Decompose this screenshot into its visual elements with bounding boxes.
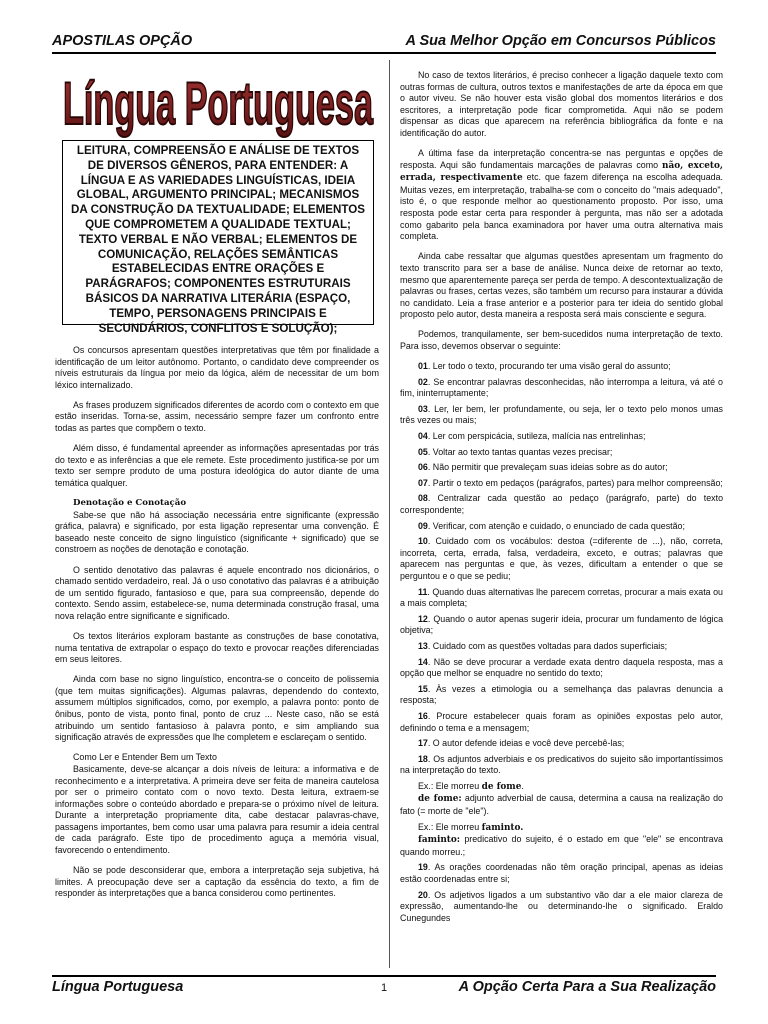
- item-text: . Cuidado com os vocábulos: destoa (=diferente de ...), não, correta, incorreta, certa, errada, falsa, verdadeira, exceto, e outras; palavras que aparecem nas perguntas e que, às vezes, dificultam a entender o que se perguntou e o que se pediu;: [400, 536, 723, 581]
- item-number: 20: [418, 889, 428, 900]
- list-item: [400, 431, 723, 443]
- item-text: . Os adjetivos ligados a um substantivo vão dar a ele maior clareza de expressão, aumentando-lhe ou determinando-lhe o significado. Eraldo Cunegundes: [400, 889, 723, 923]
- logo-lingua-portuguesa: [60, 58, 376, 140]
- list-item: [400, 587, 723, 610]
- item-number: 11: [418, 586, 428, 597]
- item-number: 04: [418, 431, 428, 442]
- column-divider: [389, 60, 390, 968]
- item-text: . Cuidado com as questões voltadas para dados superficiais;: [427, 640, 668, 651]
- item-text: . Procure estabelecer quais foram as opiniões expostas pelo autor, definindo o tema e a mensagem;: [400, 710, 723, 733]
- list-item: [400, 447, 723, 459]
- right-column: [400, 70, 723, 928]
- paragraph: Ainda com base no signo linguístico, encontra-se o conceito de polissemia (que tem muitas significações). Algumas palavras, dependendo do contexto, assumem múltiplos significados, como, por exemplo, a palavra ponto: ponto de ônibus, ponto de vista, ponto final, ponto de cruz ... Neste caso, não se está atribuindo um sentido fantasioso à palavra ponto, e sim ampliando sua significação através de expressões que lhe completem e esclareçam o sentido.: [55, 674, 379, 743]
- tips-list: [400, 361, 723, 777]
- text-run: predicativo do sujeito, é o estado em que "ele" se encontrava quando morreu.;: [400, 834, 723, 857]
- item-number: 01: [418, 361, 428, 372]
- item-number: 09: [418, 520, 428, 531]
- example-definition: [400, 793, 723, 817]
- item-number: 08: [418, 493, 428, 504]
- footer-rule: [52, 975, 716, 977]
- list-item: [400, 404, 723, 427]
- example-definition: [400, 834, 723, 858]
- item-number: 07: [418, 477, 428, 488]
- emphasis-text: faminto.: [481, 822, 524, 833]
- left-column: [55, 345, 379, 908]
- list-item: [400, 657, 723, 680]
- paragraph: As frases produzem significados diferentes de acordo com o contexto em que estão inseridas. Torna-se, assim, necessário sempre fazer um confronto entre todas as partes que compõem o texto.: [55, 399, 379, 434]
- item-text: . Não se deve procurar a verdade exata dentro daquela resposta, mas a opção que melhor se enquadre no sentido do texto;: [400, 656, 723, 679]
- page-number: 1: [380, 982, 388, 994]
- item-text: . Voltar ao texto tantas quantas vezes precisar;: [427, 446, 613, 457]
- list-item: [400, 738, 723, 750]
- list-item: [400, 521, 723, 533]
- list-item: [400, 641, 723, 653]
- section-heading-como-ler: Como Ler e Entender Bem um Texto: [73, 752, 217, 763]
- item-number: 16: [418, 710, 428, 721]
- page-footer: [52, 979, 716, 999]
- text-run: Ex.: Ele morreu: [418, 780, 482, 791]
- list-item: [400, 890, 723, 925]
- item-text: . As orações coordenadas não têm oração principal, apenas as ideias estão coordenadas entre si;: [400, 862, 723, 885]
- list-item: [400, 536, 723, 582]
- example-line: [400, 781, 723, 794]
- emphasis-text: de fome:: [418, 794, 462, 805]
- list-item: [400, 684, 723, 707]
- paragraph: Sabe-se que não há associação necessária entre significante (expressão gráfica, palavra) e significado, por esta ligação representar uma convenção. É baseado neste conceito de signo linguístico (significante + significado) que se constroem as noções de denotação e conotação.: [55, 509, 379, 555]
- list-item: [400, 478, 723, 490]
- item-text: . Se encontrar palavras desconhecidas, não interrompa a leitura, vá até o fim, ininterruptamente;: [400, 376, 723, 399]
- item-text: . Verificar, com atenção e cuidado, o enunciado de cada questão;: [427, 520, 685, 531]
- paragraph: Não se pode desconsiderar que, embora a interpretação seja subjetiva, há limites. A preocupação deve ser a captação da essência do texto, a fim de responder às interpretações que a banca considerou como pertinentes.: [55, 865, 379, 899]
- item-number: 10: [418, 536, 428, 547]
- footer-left: Língua Portuguesa: [52, 979, 184, 995]
- list-item: [400, 377, 723, 400]
- item-text: . Ler, ler bem, ler profundamente, ou seja, ler o texto pelo monos umas três vezes ou mais;: [400, 403, 723, 426]
- logo-text: Língua Portuguesa: [63, 70, 374, 137]
- item-text: . Ler com perspicácia, sutileza, malícia nas entrelinhas;: [427, 431, 646, 442]
- topics-box: LEITURA, COMPREENSÃO E ANÁLISE DE TEXTOS DE DIVERSOS GÊNEROS, PARA ENTENDER: A LÍNGUA E AS VARIEDADES LINGUÍSTICAS, IDEIA GLOBAL, ARGUMENTO PRINCIPAL; MECANISMOS DA CONSTRUÇÃO DA TEXTUALIDADE; ELEMENTOS QUE COMPROMETEM A QUALIDADE TEXTUAL; TEXTO VERBAL E NÃO VERBAL; ELEMENTOS DE COMUNICAÇÃO, RELAÇÕES SEMÂNTICAS ESTABELECIDAS ENTRE ORAÇÕES E PARÁGRAFOS; COMPONENTES ESTRUTURAIS BÁSICOS DA NARRATIVA LITERÁRIA (ESPAÇO, TEMPO, PERSONAGENS PRINCIPAIS E SECUNDÁRIOS, CONFLITOS E SOLUÇÃO);: [62, 140, 374, 325]
- item-text: . Não permitir que prevaleçam suas ideias sobre as do autor;: [427, 462, 668, 473]
- item-number: 17: [418, 738, 428, 749]
- item-number: 02: [418, 376, 428, 387]
- item-number: 06: [418, 462, 428, 473]
- text-run: A última fase da interpretação concentra-se nas perguntas e opções de resposta. Aqui são fundamentais marcações de palavras como: [400, 148, 723, 170]
- paragraph: Podemos, tranquilamente, ser bem-sucedidos numa interpretação de texto. Para isso, devemos observar o seguinte:: [400, 329, 723, 351]
- text-run: .: [521, 780, 524, 791]
- item-text: . Quando o autor apenas sugerir ideia, procurar um fundamento de lógica objetiva;: [400, 613, 723, 636]
- item-text: . Os adjuntos adverbiais e os predicativos do sujeito são importantíssimos na interpretação do texto.: [400, 753, 723, 776]
- item-number: 15: [418, 683, 428, 694]
- item-text: . Partir o texto em pedaços (parágrafos, partes) para melhor compreensão;: [427, 477, 723, 488]
- item-text: . O autor defende ideias e você deve percebê-las;: [427, 738, 625, 749]
- list-item: [400, 614, 723, 637]
- text-run: Ex.: Ele morreu: [418, 821, 482, 832]
- paragraph: [400, 148, 723, 243]
- list-item: [400, 862, 723, 885]
- item-number: 12: [418, 613, 428, 624]
- paragraph: Os concursos apresentam questões interpretativas que têm por finalidade a identificação de um leitor autônomo. Portanto, o candidato deve compreender os níveis estruturais da língua por meio da lógica, além de necessitar de um bom léxico internalizado.: [55, 345, 379, 390]
- item-number: 19: [418, 862, 428, 873]
- list-item: [400, 462, 723, 474]
- item-text: . Centralizar cada questão ao pedaço (parágrafo, parte) do texto correspondente;: [400, 493, 723, 515]
- paragraph: Ainda cabe ressaltar que algumas questões apresentam um fragmento do texto transcrito para ser a base de análise. Nunca deixe de retornar ao texto, mesmo que aparentemente pareça ser perda de tempo. A descontextualização de palavras ou frases, certas vezes, são também um recurso para instaurar a dúvida no candidato. Leia a frase anterior e a posterior para ter ideia do sentido global proposto pelo autor, desta maneira a resposta será mais consciente e segura.: [400, 251, 723, 320]
- header-rule: [52, 52, 716, 54]
- example-line: [400, 822, 723, 835]
- item-text: . Quando duas alternativas lhe parecem corretas, procurar a mais exata ou a mais completa;: [400, 586, 723, 609]
- paragraph: Os textos literários exploram bastante as construções de base conotativa, numa tentativa de extrapolar o espaço do texto e provocar reações diferenciadas em seus leitores.: [55, 630, 379, 665]
- header-right: A Sua Melhor Opção em Concursos Públicos: [405, 33, 716, 49]
- item-text: . Ler todo o texto, procurando ter uma visão geral do assunto;: [427, 361, 671, 372]
- item-number: 03: [418, 403, 428, 414]
- item-number: 05: [418, 446, 428, 457]
- paragraph: Além disso, é fundamental apreender as informações apresentadas por trás do texto e as inferências a que ele remete. Este procedimento justifica-se por um texto ser sempre produto de uma postura ideológica do autor diante de uma temática qualquer.: [55, 443, 379, 488]
- emphasis-text: de fome: [481, 781, 522, 792]
- paragraph: Basicamente, deve-se alcançar a dois níveis de leitura: a informativa e de reconhecimento e a interpretativa. A primeira deve ser feita de maneira cautelosa por ser o primeiro contato com o novo texto. Desta leitura, extraem-se informações sobre o conteúdo abordado e prepara-se o próximo nível de leitura. Durante a interpretação propriamente dita, cabe destacar palavras-chave, passagens importantes, bem como usar uma palavra para resumir a ideia central de cada parágrafo. Este tipo de procedimento aguça a memória visual, favorecendo o entendimento.: [55, 763, 379, 856]
- list-item: [400, 711, 723, 734]
- paragraph: O sentido denotativo das palavras é aquele encontrado nos dicionários, o chamado sentido verdadeiro, real. Já o uso conotativo das palavras é a atribuição de um sentido figurado, fantasioso e que, para sua compreensão, depende do contexto. Sendo assim, estabelece-se, numa determinada construção frasal, uma nova relação entre significante e significado.: [55, 564, 379, 621]
- header-left: APOSTILAS OPÇÃO: [52, 33, 193, 49]
- list-item: [400, 493, 723, 516]
- item-number: 18: [418, 753, 428, 764]
- footer-right: A Opção Certa Para a Sua Realização: [458, 979, 716, 995]
- item-number: 13: [418, 640, 428, 651]
- item-text: . Às vezes a etimologia ou a semelhança das palavras denuncia a resposta;: [400, 683, 723, 706]
- paragraph: No caso de textos literários, é preciso conhecer a ligação daquele texto com outras formas de cultura, outros textos e manifestações de arte da época em que o autor viveu. Se não houver esta visão global dos momentos literários e dos escritores, a interpretação pode ficar comprometida. Aqui não se podem dispensar as dicas que aparecem na referência bibliográfica da fonte e na identificação do autor.: [400, 70, 723, 138]
- list-item: [400, 361, 723, 373]
- list-item: [400, 754, 723, 777]
- item-number: 14: [418, 656, 428, 667]
- section-heading-denotacao: Denotação e Conotação: [73, 498, 187, 509]
- emphasis-text: faminto:: [418, 835, 461, 846]
- text-run: etc. que fazem diferença na escolha adequada. Muitas vezes, em interpretação, trabalha-se com o conceito do "mais adequado", isto é, o que responde melhor ao questionamento proposto. Por isso, uma resposta pode estar certa para responder à pergunta, mas não ser a adotada como gabarito pela banca examinadora por haver uma outra alternativa mais completa.: [400, 172, 724, 242]
- page-header: [52, 33, 716, 53]
- emphasis-text: não, exceto, errada, respectivamente: [400, 160, 723, 184]
- text-run: adjunto adverbial de causa, determina a causa na realização do fato (= morte de "ele").: [400, 793, 723, 817]
